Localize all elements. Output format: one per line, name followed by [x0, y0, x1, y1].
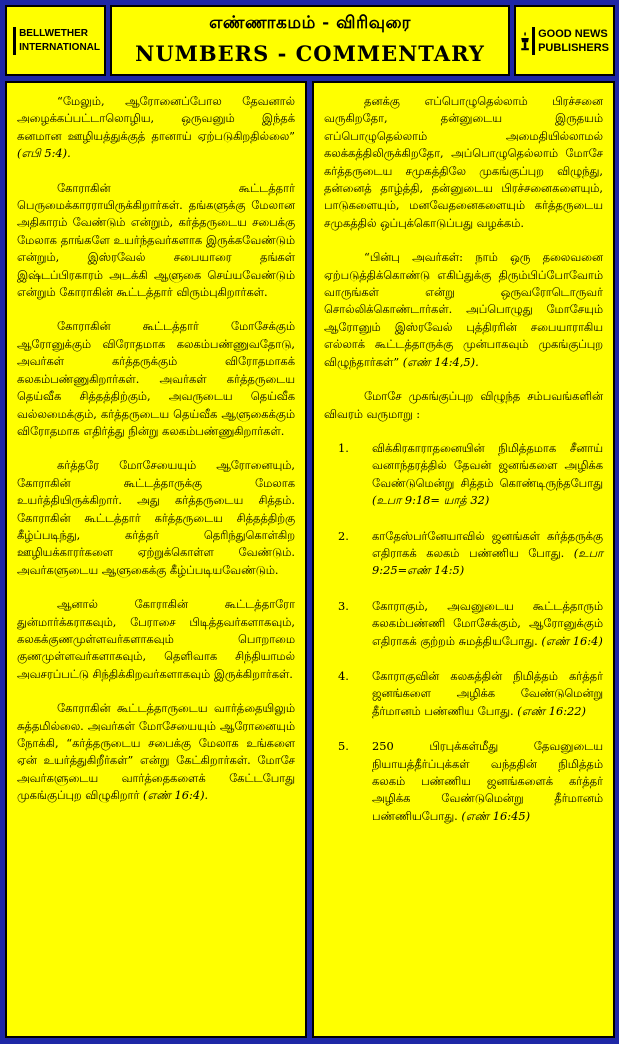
logo-left-line1: BELLWETHER	[19, 27, 88, 39]
logo-right-line2: PUBLISHERS	[538, 41, 609, 54]
list-item: 3. கோராகும், அவனுடைய கூட்டத்தாரும் கலகம்பண்ணி மோசேக்கும், ஆரோனுக்கும் எதிராகக் குற்றம் சுமத்தியபோது. (எண் 16:4)	[338, 598, 603, 648]
page-title-tamil: எண்ணாகமம் - விரிவுரை	[209, 13, 411, 33]
left-paragraph: “மேலும், ஆரோனைப்போல தேவனால் அழைக்கப்பட்டாலொழிய, ஒருவனும் இந்தக் கனமான ஊழியத்துக்குத் தானாய் ஏற்படுகிறதில்லை” (எபி 5:4).	[17, 94, 295, 161]
events-list	[324, 440, 603, 825]
scripture-ref: (எபி 5:4).	[17, 146, 71, 161]
lamp-icon	[520, 16, 530, 66]
left-paragraph: ஆனால் கோராகின் கூட்டத்தாரோ துன்மார்க்கராகவும், பேராசை பிடித்தவர்களாகவும், கலகக்குணமுள்ளவர்களாகவும் பொறாமை குணமுள்ளவர்களாகவும், தெளிவாக சிந்தியாமல் அவசரப்பட்டு சிந்திக்கிறவர்களாகவும் இருக்கிறார்கள்.	[17, 597, 295, 681]
scripture-ref: (உபா 9:18= யாத் 32)	[372, 493, 490, 508]
list-item: 1. விக்கிரகாராதனையின் நிமித்தமாக சீனாய் வனாந்தரத்தில் தேவன் ஜனங்களை அழிக்க வேண்டுமென்று சித்தம் கொண்டிருந்தபோது (உபா 9:18= யாத் 32)	[338, 440, 603, 508]
events-intro: மோசே முகங்குப்புற விழுந்த சம்பவங்களின் விவரம் வருமாறு :	[324, 389, 603, 421]
header-title-box	[110, 5, 510, 76]
page-title-english: NUMBERS - COMMENTARY	[135, 41, 485, 66]
logo-right-line1: GOOD NEWS	[538, 27, 608, 40]
scripture-ref: (எண் 16:4).	[139, 788, 209, 803]
left-column	[5, 81, 307, 1038]
left-paragraph: கோராகின் கூட்டத்தாருடைய வார்த்தையிலும் சுத்தமில்லை. அவர்கள் மோசேயையும் ஆரோனையும் நோக்கி, “கர்த்தருடைய சபைக்கு மேலாக உங்களை ஏன் உயர்த்துகிறீர்கள்” என்று கேட்கிறார்கள். மோசே அவர்களுடைய வார்த்தைகளைக் கேட்டபோது முகங்குப்புற விழுகிறார் (எண் 16:4).	[17, 701, 295, 803]
good-news-logo	[514, 5, 615, 76]
bellwether-logo	[5, 5, 106, 76]
scripture-ref: (எண் 16:45)	[457, 808, 531, 823]
list-item: 5. 250 பிரபுக்கள்மீது தேவனுடைய நியாயத்தீர்ப்புக்கள் வந்ததின் நிமித்தம் கலகம் பண்ணிய ஜனங்களைக் கர்த்தர் அழிக்க வேண்டுமென்று தீர்மானம் பண்ணியபோது. (எண் 16:45)	[338, 739, 603, 823]
left-paragraph: கோராகின் கூட்டத்தார் பெருமைக்காரராயிருக்கிறார்கள். தங்களுக்கு மேலான அதிகாரம் வேண்டும் என்றும், கர்த்தருடைய சபைக்கு மேலாக தாங்களே உயர்ந்தவர்களாக இருக்கவேண்டும் என்றும், இஸ்ரவேல் சபையாரை தங்கள் இஷ்டப்பிரகாரம் அடக்கி ஆளுகை செய்யவேண்டும் என்றும் கோராகின் கூட்டத்தார் விரும்புகிறார்கள்.	[17, 180, 295, 300]
scripture-ref: (எண் 16:4)	[537, 633, 603, 648]
list-item: 4. கோராகுவின் கலகத்தின் நிமித்தம் கர்த்தர் ஜனங்களை அழிக்க வேண்டுமென்று தீர்மானம் பண்ணிய போது. (எண் 16:22)	[338, 668, 603, 718]
scripture-ref: (உபா 9:25=எண் 14:5)	[372, 545, 604, 578]
right-paragraph: “பின்பு அவர்கள்: நாம் ஒரு தலைவனை ஏற்படுத்திக்கொண்டு எகிப்துக்கு திரும்பிப்போவோம் வாருங்கள் என்று ஒருவரோடொருவர் சொல்லிக்கொண்டார்கள். அப்பொழுது மோசேயும் ஆரோனும் இஸ்ரவேல் புத்திரரின் சபையாராகிய எல்லாக் கூட்டத்தாருக்கு முன்பாகவும் முகங்குப்புற விழுந்தார்கள்” (எண் 14:4,5).	[324, 250, 603, 369]
scripture-ref: (எண் 14:4,5).	[399, 354, 479, 369]
left-paragraph: கர்த்தரே மோசேயையும் ஆரோனையும், கோராகின் கூட்டத்தாருக்கு மேலாக உயர்த்தியிருக்கிறார். அது கர்த்தருடைய சித்தம். கோராகின் கூட்டத்தார் கர்த்தருடைய சித்தத்திற்கு கீழ்ப்படிந்து, கர்த்தர் தெரிந்துகொள்கிற ஊழியக்காரர்களை ஏற்றுக்கொள்ள வேண்டும். அவர்களுடைய ஆளுகைக்கு கீழ்ப்படியவேண்டும்.	[17, 458, 295, 577]
right-paragraph: தனக்கு எப்பொழுதெல்லாம் பிரச்சனை வருகிறதோ, தன்னுடைய இருதயம் எப்பொழுதெல்லாம் அமைதியில்லாமல் கலக்கத்திலிருக்கிறதோ, அப்பொழுதெல்லாம் மோசே கர்த்தருடைய சமுகத்திலே முகங்குப்புற விழுந்து, தன்னைத் தாழ்த்தி, தன்னுடைய பிரச்சனைகளையும், பாடுகளையும், மனவேதனைகளையும் கர்த்தருடைய சமுகத்தில் ஒப்புக்கொடுப்பது வழக்கம்.	[324, 94, 603, 230]
left-paragraph: கோராகின் கூட்டத்தார் மோசேக்கும் ஆரோனுக்கும் விரோதமாக கலகம்பண்ணுவதோடு, அவர்கள் கர்த்தருக்கும் விரோதமாகக் கலகம்பண்ணுகிறார்கள். அவர்கள் கர்த்தருடைய தெய்வீக சித்தத்திற்கும், அவருடைய தெய்வீக வல்லமைக்கும், கர்த்தருடைய தெய்வீக ஆளுகைக்கும் விரோதமாக எதிர்த்து நின்று கலகம்பண்ணுகிறார்கள்.	[17, 319, 295, 438]
right-column	[312, 81, 615, 1038]
scripture-ref: (எண் 16:22)	[513, 703, 586, 718]
logo-left-line2: INTERNATIONAL	[19, 41, 100, 53]
list-item: 2. காதேஸ்பர்னேயாவில் ஜனங்கள் கர்த்தருக்கு எதிராகக் கலகம் பண்ணிய போது. (உபா 9:25=எண் 14:5)	[338, 528, 604, 578]
